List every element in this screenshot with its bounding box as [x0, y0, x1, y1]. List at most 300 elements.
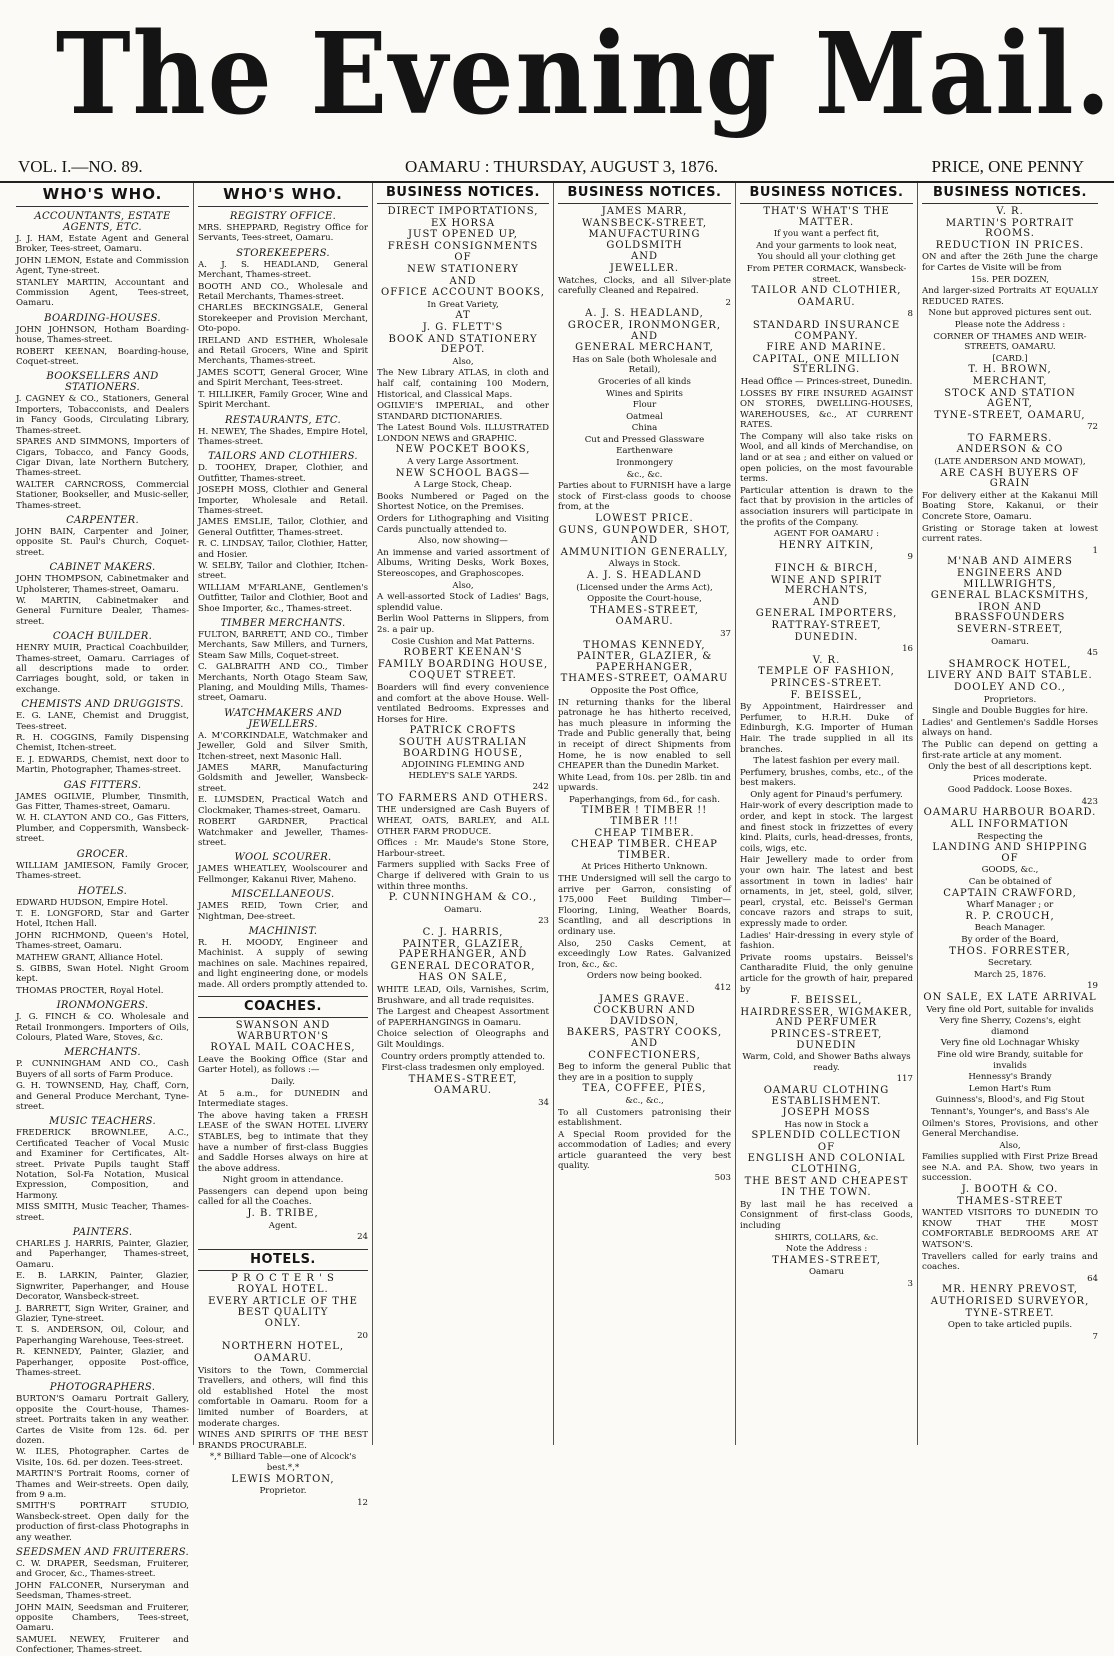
ad-line: Secretary.: [987, 958, 1033, 969]
ad-line: Only the best of all descriptions kept.: [928, 762, 1092, 773]
ad-line: Hair-work of every description made to order, and kept in stock. The largest and finest stock in frizzettes of every kind. Plaits, curls, head-dresses, fronts, coils, wigs, etc.: [740, 801, 913, 854]
ad-line: Cosie Cushion and Mat Patterns.: [391, 636, 535, 647]
directory-entry: SMITH'S PORTRAIT STUDIO, Wansbeck-street. Open daily for the production of first-class Photographs in any weather.: [16, 1501, 189, 1543]
ad-line: F. BEISSEL,: [790, 995, 863, 1007]
ad-line: T. H. BROWN,: [968, 364, 1052, 376]
section-title: PAINTERS.: [72, 1227, 133, 1239]
column-6-business: [918, 183, 1102, 1445]
ad-line: J. G. FLETT'S: [422, 321, 504, 333]
section-title: REGISTRY OFFICE.: [229, 211, 337, 222]
ad-line: TO FARMERS.: [967, 432, 1053, 444]
directory-entry: E. J. EDWARDS, Chemist, next door to Martin, Photographer, Thames-street.: [16, 754, 189, 776]
ad-line: Note the Address :: [785, 1244, 868, 1255]
ad-line: Visitors to the Town, Commercial Travellers, and others, will find this old established Hotel the most comfortable in Oamaru. Room for a limited number of Boarders, at moderate charges.: [198, 1365, 368, 1429]
ad-line: AGENT FOR OAMARU :: [773, 529, 880, 540]
ad-line: FINCH & BIRCH,: [774, 563, 879, 574]
hotels-ads: [198, 1274, 368, 1508]
newspaper-title: The Evening Mail.: [55, 9, 1113, 140]
ad-line: BOOK AND STATIONERY DEPOT.: [388, 333, 538, 356]
ad-line: ON SALE, EX LATE ARRIVAL: [923, 991, 1097, 1003]
column-header: BUSINESS NOTICES.: [922, 183, 1098, 204]
ad-line: Ladies' and Gentlemen's Saddle Horses always on hand.: [922, 717, 1098, 739]
ad-line: 8: [907, 309, 913, 320]
ad-line: You should all your clothing get: [757, 252, 896, 263]
ad-line: TYNE-STREET.: [965, 1307, 1055, 1319]
ad-line: The Public can depend on getting a first-rate article at any moment.: [922, 739, 1098, 761]
ad-line: Hennessy's Brandy: [968, 1072, 1052, 1083]
directory-entry: T. E. LONGFORD, Star and Garter Hotel, Itchen Hall.: [16, 908, 189, 930]
ad-line: C. J. HARRIS,: [422, 927, 504, 938]
ad-line: ROBERT KEENAN'S: [403, 647, 523, 659]
ad-line: Oamaru: [808, 1267, 845, 1278]
ad-line: THAT'S WHAT'S THE MATTER.: [763, 206, 890, 228]
ad-line: Parties about to FURNISH have a large stock of First-class goods to choose from, at the: [558, 481, 731, 513]
ad-line: OFFICE ACCOUNT BOOKS,: [381, 287, 545, 299]
column-header: BUSINESS NOTICES.: [740, 183, 913, 204]
ad-line: PRINCES-STREET.: [770, 677, 883, 689]
ad-line: The Largest and Cheapest Assortment of PAPERHANGINGS in Oamaru.: [377, 1007, 549, 1028]
issue-date: OAMARU : THURSDAY, AUGUST 3, 1876.: [405, 157, 718, 176]
ad-line: By last mail he has received a Consignment of first-class Goods, including: [740, 1199, 913, 1232]
ad-line: Passengers can depend upon being called for all the Coaches.: [198, 1186, 368, 1208]
ad-line: Orders for Lithographing and Visiting Cards punctually attended to.: [377, 514, 549, 535]
directory-entry: MARTIN'S Portrait Rooms, corner of Thames and Weir-streets. Open daily, from 9 a.m.: [16, 1469, 189, 1500]
ad-line: FAMILY BOARDING HOUSE,: [377, 658, 549, 670]
ad-line: Please note the Address :: [954, 319, 1066, 330]
ad-line: Single and Double Buggies for hire.: [931, 706, 1089, 717]
ad-line: Agent.: [268, 1220, 298, 1231]
directory-entry: R. H. COGGINS, Family Dispensing Chemist, Itchen-street.: [16, 733, 189, 754]
ad-line: CHEAP TIMBER.: [594, 827, 695, 839]
ad-line: OF: [454, 252, 472, 264]
section-title: CHEMISTS AND DRUGGISTS.: [21, 699, 184, 711]
directory-entry: T. HILLIKER, Family Grocer, Wine and Spirit Merchant.: [198, 389, 368, 411]
column-header: BUSINESS NOTICES.: [558, 183, 731, 204]
ad-line: GENERAL DECORATOR,: [390, 960, 536, 972]
ad-line: THAMES-STREET,: [408, 1073, 518, 1085]
directory-entry: FULTON, BARRETT, AND CO., Timber Merchants, Saw Millers, and Turners, Steam Saw Mills, Coquet-street.: [198, 630, 368, 661]
ad-line: REDUCTION IN PRICES.: [935, 239, 1085, 251]
ad-line: CONFECTIONERS,: [588, 1049, 701, 1061]
column-body: [740, 207, 913, 1290]
ad-line: CHEAP TIMBER. CHEAP TIMBER.: [571, 839, 718, 861]
directory-entry: J. CAGNEY & CO., Stationers, General Importers, Tobacconists, and Dealers in Fancy Goods, Circulating Library, Thames-street.: [16, 394, 189, 436]
ad-line: Ironmongery: [616, 458, 673, 469]
ad-line: Oilmen's Stores, Provisions, and other General Merchandise.: [922, 1118, 1098, 1140]
ad-line: 15s. PER DOZEN,: [971, 274, 1049, 285]
ad-line: JAMES MARR,: [601, 206, 688, 217]
ad-line: IN returning thanks for the liberal patronage he has hitherto received, has much pleasure in informing the Trade and Public generally that, being in receipt of direct Shipments from Home, he is now enabled to sell CHEAPER than the Dunedin Market.: [558, 697, 731, 772]
ad-line: LOWEST PRICE.: [595, 513, 694, 525]
ad-line: Always in Stock.: [608, 559, 681, 570]
ad-line: AND: [813, 596, 840, 608]
ad-line: Perfumery, brushes, combs, etc., of the best makers.: [740, 767, 913, 789]
ad-line: AMMUNITION GENERALLY,: [560, 546, 729, 558]
column-body: [16, 211, 189, 1656]
ad-line: 23: [538, 916, 549, 927]
ad-line: OAMARU.: [433, 1085, 493, 1097]
dateline: [0, 155, 1114, 183]
directory-entry: WILLIAM M'FARLANE, Gentlemen's Outfitter, Tailor and Clothier, Boot and Shoe Importer, &c., Thames-street.: [198, 582, 368, 614]
ad-line: WANTED VISITORS TO DUNEDIN TO KNOW THAT THE MOST COMFORTABLE BEDROOMS ARE AT WATSON'S.: [922, 1208, 1098, 1251]
directory-entry: BURTON'S Oamaru Portrait Gallery, opposite the Court-house, Thames-street. Portraits taken in any weather. Cartes de Visite from 12s. 6d. per dozen.: [16, 1394, 189, 1446]
ad-line: Head Office — Princes-street, Dunedin.: [740, 376, 913, 387]
ad-line: (Licensed under the Arms Act),: [576, 582, 713, 593]
directory-entry: W. MARTIN, Cabinetmaker and General Furniture Dealer, Thames-street.: [16, 595, 189, 627]
ad-line: 2: [725, 297, 731, 308]
ad-line: SOUTH AUSTRALIAN BOARDING HOUSE,: [398, 736, 528, 759]
ad-line: P R O C T E R ' S: [231, 1272, 335, 1284]
ad-line: The latest fashion per every mail.: [753, 756, 900, 767]
ad-line: ADJOINING FLEMING AND HEDLEY'S SALE YARDS.: [401, 760, 525, 781]
ad-line: DIRECT IMPORTATIONS,: [387, 206, 539, 217]
ad-line: Leave the Booking Office (Star and Garter Hotel), as follows :—: [198, 1054, 368, 1076]
ad-line: ROYAL HOTEL.: [237, 1284, 329, 1296]
ad-line: WINE AND SPIRIT MERCHANTS,: [770, 574, 883, 597]
columns: [12, 183, 1102, 1656]
ad-line: STANDARD INSURANCE COMPANY.: [752, 319, 901, 342]
ad-line: STOCK AND STATION AGENT,: [944, 387, 1076, 410]
ad-line: The Company will also take risks on Wool, and all kinds of Merchandise, on land or at sea ; and either on valued or open policies, on the most favourable terms.: [740, 431, 913, 485]
directory-entry: JAMES SCOTT, General Grocer, Wine and Spirit Merchant, Tees-street.: [198, 367, 368, 389]
directory-entry: E. LUMSDEN, Practical Watch and Clockmaker, Thames-street, Oamaru.: [198, 795, 368, 816]
ad-line: EX HORSA: [430, 217, 496, 229]
ad-line: 20: [357, 1330, 368, 1341]
column-header: BUSINESS NOTICES.: [377, 183, 549, 204]
ad-line: Also, now showing—: [418, 536, 508, 547]
ad-line: If you want a perfect fit,: [773, 229, 880, 240]
ad-line: ENGLISH AND COLONIAL CLOTHING,: [747, 1153, 906, 1176]
ad-line: HENRY AITKIN,: [778, 539, 875, 551]
ad-line: OAMARU.: [615, 616, 674, 628]
ad-line: By order of the Board,: [961, 935, 1059, 945]
ad-line: Opposite the Post Office,: [590, 685, 699, 696]
section-title: BOARDING-HOUSES.: [44, 312, 161, 324]
ad-line: MANUFACTURING GOLDSMITH: [588, 229, 701, 251]
ad-line: OAMARU CLOTHING ESTABLISHMENT.: [763, 1084, 890, 1107]
section-title: MERCHANTS.: [64, 1047, 141, 1059]
ad-line: Lemon Hart's Rum: [968, 1083, 1052, 1094]
ad-line: Beach Manager.: [974, 923, 1046, 934]
ad-line: Choice selection of Oleographs and Gilt Mouldings.: [377, 1029, 549, 1050]
ad-line: TEA, COFFEE, PIES,: [582, 1083, 707, 1095]
ad-line: Watches, Clocks, and all Silver-plate carefully Cleaned and Repaired.: [558, 275, 731, 297]
ad-line: RATTRAY-STREET,: [771, 619, 882, 631]
ad-line: Also,: [452, 356, 474, 367]
section-title: COACH BUILDER.: [52, 631, 153, 643]
ad-line: WANSBECK-STREET,: [581, 217, 708, 229]
ad-line: TIMBER ! TIMBER !! TIMBER !!!: [581, 805, 708, 828]
ad-line: OAMARU.: [797, 296, 856, 308]
coaches-ad: [198, 1021, 368, 1243]
ad-line: An immense and varied assortment of Albums, Writing Desks, Work Boxes, Stereoscopes, and Graphoscopes.: [377, 547, 549, 579]
ad-line: HAS ON SALE,: [418, 972, 508, 984]
ad-line: In Great Variety,: [427, 299, 499, 310]
section-title: GROCER.: [76, 848, 129, 860]
ad-line: At 5 a.m., for DUNEDIN and Intermediate stages.: [198, 1088, 368, 1110]
directory-entry: JOHN RICHMOND, Queen's Hotel, Thames-street, Oamaru.: [16, 930, 189, 952]
directory-entry: J. J. HAM, Estate Agent and General Broker, Tees-street, Oamaru.: [16, 234, 189, 255]
ad-line: Can be obtained of: [968, 877, 1052, 888]
ad-line: NORTHERN HOTEL,: [221, 1341, 345, 1353]
ad-line: None but approved pictures sent out.: [928, 308, 1092, 319]
directory-entry: W. SELBY, Tailor and Clothier, Itchen-street.: [198, 560, 368, 582]
directory-entry: IRELAND AND ESTHER, Wholesale and Retail Grocers, Wine and Spirit Merchants, Thames-street.: [198, 335, 368, 367]
ad-line: AND: [449, 275, 477, 287]
ad-line: PAINTER, GLAZIER, & PAPERHANGER,: [576, 651, 713, 673]
ad-line: The Latest Bound Vols. ILLUSTRATED LONDON NEWS and GRAPHIC.: [377, 423, 549, 444]
ad-line: P. CUNNINGHAM & CO.,: [388, 892, 538, 904]
section-title: CARPENTER.: [66, 514, 139, 526]
ad-line: Also,: [452, 580, 474, 591]
ad-line: Fine old wire Brandy, suitable for invalids: [937, 1049, 1083, 1071]
ad-line: Also, 250 Casks Cement, at exceedingly Low Rates. Galvanized Iron, &c., &c.: [558, 938, 731, 970]
ad-line: Respecting the: [977, 831, 1043, 842]
ad-line: SWANSON AND WARBURTON'S: [235, 1019, 331, 1042]
ad-line: By Appointment, Hairdresser and Perfumer, to H.R.H. Duke of Edinburgh, K.G. Importer of Human Hair. The trade supplied in all its branches.: [740, 702, 913, 755]
volume-number: VOL. I.—NO. 89.: [18, 157, 143, 176]
ad-line: Tennant's, Younger's, and Bass's Ale: [930, 1106, 1090, 1117]
ad-line: 37: [720, 628, 731, 639]
ad-line: MERCHANT,: [972, 375, 1048, 387]
ad-line: Prices moderate.: [972, 773, 1048, 784]
column-body: [922, 207, 1098, 1342]
ad-line: LIVERY AND BAIT STABLE.: [927, 670, 1093, 682]
ad-line: 34: [538, 1097, 549, 1108]
ad-line: THAMES-STREET, OAMARU: [560, 673, 729, 685]
ad-line: GOODS, &c.,: [981, 865, 1039, 876]
ad-line: THE BEST AND CHEAPEST: [744, 1175, 909, 1187]
ad-line: *,* Billiard Table—one of Alcock's best.*,*: [209, 1452, 357, 1473]
directory-entry: D. TOOHEY, Draper, Clothier, and Outfitter, Thames-street.: [198, 463, 368, 484]
ad-line: At Prices Hitherto Unknown.: [581, 862, 708, 873]
ad-line: GROCER, IRONMONGER, AND: [567, 319, 722, 342]
section-title: SEEDSMEN AND FRUITERERS.: [16, 1547, 190, 1559]
section-title: MACHINIST.: [248, 925, 318, 937]
ad-line: Proprietors.: [983, 694, 1037, 705]
ad-line: First-class tradesmen only employed.: [381, 1063, 545, 1074]
column-3-business: [373, 183, 554, 1445]
ad-line: Very fine old Lochnagar Whisky: [940, 1038, 1080, 1049]
section-title: PHOTOGRAPHERS.: [49, 1382, 156, 1394]
ad-line: 19: [1087, 981, 1098, 992]
ad-line: DUNEDIN.: [794, 631, 859, 643]
masthead: [0, 0, 1114, 150]
directory-entry: E. B. LARKIN, Painter, Glazier, Signwriter, Paperhanger, and House Decorator, Wansbeck-street.: [16, 1271, 189, 1303]
ad-line: Oamaru.: [444, 904, 482, 915]
directory-entry: CHARLES J. HARRIS, Painter, Glazier, and Paperhanger, Thames-street, Oamaru.: [16, 1239, 189, 1270]
directory-entry: H. NEWEY, The Shades, Empire Hotel, Thames-street.: [198, 426, 368, 447]
ad-line: MARTIN'S PORTRAIT ROOMS.: [945, 217, 1075, 240]
ad-line: (LATE ANDERSON AND MOWAT),: [934, 457, 1086, 468]
ad-line: FIRE AND MARINE.: [766, 342, 887, 354]
directory-entry: JOHN BAIN, Carpenter and Joiner, opposite St. Paul's Church, Coquet-street.: [16, 526, 189, 558]
directory-entry: JOHN JOHNSON, Hotham Boarding-house, Thames-street.: [16, 324, 189, 346]
ad-line: LANDING AND SHIPPING OF: [932, 842, 1088, 864]
ad-line: Very fine old Port, suitable for invalids: [926, 1004, 1094, 1015]
ad-line: Earthenware: [616, 446, 673, 457]
ad-line: THAMES-STREET,: [590, 604, 699, 616]
ad-line: ON and after the 26th June the charge for Cartes de Visite will be from: [922, 252, 1098, 273]
ad-line: THE undersigned are Cash Buyers of WHEAT, OATS, BARLEY, and ALL OTHER FARM PRODUCE.: [377, 805, 549, 837]
ad-line: The above having taken a FRESH LEASE of the SWAN HOTEL LIVERY STABLES, beg to intimate that they have a number of first-class Buggies and Saddle Horses always on hire at the above address.: [198, 1110, 368, 1174]
ad-line: ANDERSON & CO: [956, 444, 1064, 456]
ad-line: Orders now being booked.: [586, 971, 703, 982]
ad-line: The New Library ATLAS, in cloth and half calf, containing 100 Modern, Historical, and Classical Maps.: [377, 368, 549, 400]
ad-line: For delivery either at the Kakanui Mill Boating Store, Kakanui, or their Concrete Store, Oamaru.: [922, 490, 1098, 523]
ad-line: Daily.: [271, 1076, 295, 1087]
ad-line: ARE CASH BUYERS OF GRAIN: [940, 467, 1080, 490]
ad-line: Warm, Cold, and Shower Baths always ready.: [742, 1052, 911, 1073]
ad-line: TO FARMERS AND OTHERS.: [377, 792, 549, 804]
ad-line: NEW STATIONERY: [407, 263, 519, 275]
directory-entry: P. CUNNINGHAM AND CO., Cash Buyers of all sorts of Farm Produce.: [16, 1059, 189, 1080]
ad-line: 242: [532, 782, 549, 793]
section-title: WOOL SCOURER.: [234, 852, 332, 864]
ad-line: TEMPLE OF FASHION,: [758, 666, 895, 678]
column-header: WHO'S WHO.: [198, 183, 368, 207]
directory-entry: S. GIBBS, Swan Hotel. Night Groom kept.: [16, 963, 189, 985]
ad-line: IRON AND BRASSFOUNDERS: [954, 601, 1066, 624]
ad-line: Has now in Stock a: [784, 1119, 869, 1130]
ad-line: 64: [1087, 1273, 1098, 1284]
directory-entry: JOHN MAIN, Seedsman and Fruiterer, opposite Chambers, Tees-street, Oamaru.: [16, 1602, 189, 1634]
ad-line: IN THE TOWN.: [781, 1187, 872, 1199]
ad-line: THAMES-STREET: [956, 1195, 1064, 1207]
directory-entry: WILLIAM JAMIESON, Family Grocer, Thames-street.: [16, 860, 189, 882]
section-title: BOOKSELLERS AND STATIONERS.: [46, 371, 159, 394]
ad-line: COQUET STREET.: [409, 670, 517, 682]
directory-entry: ROBERT KEENAN, Boarding-house, Coquet-street.: [16, 346, 189, 368]
directory-entry: MATHEW GRANT, Alliance Hotel.: [16, 952, 164, 963]
ad-line: Wharf Manager ; or: [966, 900, 1054, 911]
ad-line: CAPITAL, ONE MILLION STERLING.: [752, 353, 901, 376]
directory-entry: C. GALBRAITH AND CO., Timber Merchants, North Otago Steam Saw, Planing, and Moulding Mills, Thames-street, Oamaru.: [198, 662, 368, 704]
directory-entry: R. H. MOODY, Engineer and Machinist. A supply of sewing machines on sale. Machines repaired, and light engineering done, or models made. All orders promptly attended to.: [198, 937, 368, 990]
ad-line: THOMAS KENNEDY,: [583, 639, 706, 651]
ad-line: LEWIS MORTON,: [231, 1473, 335, 1485]
ad-line: Country orders promptly attended to.: [381, 1051, 545, 1062]
section-title: WATCHMAKERS AND JEWELLERS.: [224, 707, 342, 730]
directory-entry: W. H. CLAYTON AND CO., Gas Fitters, Plumber, and Coppersmith, Wansbeck-street.: [16, 813, 189, 845]
ad-line: WINES AND SPIRITS OF THE BEST BRANDS PROCURABLE.: [198, 1430, 368, 1451]
column-4-business: [554, 183, 736, 1445]
ad-line: SPLENDID COLLECTION: [751, 1130, 902, 1142]
ad-line: JOSEPH MOSS: [782, 1107, 871, 1119]
hotels-header: HOTELS.: [198, 1249, 368, 1271]
directory-entry: EDWARD HUDSON, Empire Hotel.: [16, 897, 169, 908]
ad-line: SHIRTS, COLLARS, &c.: [774, 1232, 879, 1243]
ad-line: 503: [714, 1173, 731, 1184]
directory-entry: G. H. TOWNSEND, Hay, Chaff, Corn, and General Produce Merchant, Tyne-street.: [16, 1081, 189, 1112]
ad-line: Books Numbered or Paged on the Shortest Notice, on the Premises.: [377, 491, 549, 513]
directory-entry: FREDERICK BROWNLEE, A.C., Certificated Teacher of Vocal Music and Examiner for Certificates, Alt-street. Private Pupils taught Staff Notation, Sol-Fa Notation, Musical Expression, Composition, and Harmony.: [16, 1128, 189, 1201]
ad-line: GENERAL MERCHANT,: [575, 342, 714, 354]
ad-line: Guinness's, Blood's, and Fig Stout: [935, 1095, 1085, 1106]
ad-line: 24: [357, 1232, 368, 1243]
directory-entry: C. W. DRAPER, Seedsman, Fruiterer, and Grocer, &c., Thames-street.: [16, 1559, 189, 1580]
ad-line: &c., &c.,: [625, 1095, 664, 1106]
ad-line: From PETER CORMACK, Wansbeck-street.: [746, 263, 907, 285]
ad-line: EVERY ARTICLE OF THE BEST QUALITY: [208, 1296, 358, 1318]
ad-line: Farmers supplied with Sacks Free of Charge if delivered with Grain to us within three months.: [377, 860, 549, 892]
ad-line: 12: [357, 1497, 368, 1508]
ad-line: R. P. CROUCH,: [965, 910, 1055, 922]
section-title: ACCOUNTANTS, ESTATE AGENTS, ETC.: [34, 211, 171, 233]
ad-line: Groceries of all kinds: [598, 376, 691, 387]
ad-line: V. R.: [812, 654, 841, 666]
ad-line: March 25, 1876.: [973, 969, 1047, 980]
ad-line: AND: [631, 251, 658, 263]
ad-line: 9: [907, 552, 913, 563]
directory-entry: JAMES EMSLIE, Tailor, Clothier, and General Outfitter, Thames-street.: [198, 517, 368, 538]
section-title: HOTELS.: [77, 885, 128, 897]
directory-entry: JAMES REID, Town Crier, and Nightman, Dee-street.: [198, 901, 368, 922]
ad-line: Travellers called for early trains and coaches.: [922, 1251, 1098, 1273]
ad-line: ONLY.: [264, 1318, 302, 1330]
section-title: TIMBER MERCHANTS.: [220, 618, 346, 629]
ad-line: Good Paddock. Loose Boxes.: [947, 785, 1073, 796]
ad-line: LOSSES BY FIRE INSURED AGAINST ON STORES, DWELLING-HOUSES, WAREHOUSES, &c., AT CURRENT RATES.: [740, 388, 913, 431]
price: PRICE, ONE PENNY: [931, 157, 1084, 176]
ad-line: WHITE LEAD, Oils, Varnishes, Scrim, Brushware, and all trade requisites.: [377, 984, 549, 1006]
directory-entry: WALTER CARNCROSS, Commercial Stationer, Bookseller, and Music-seller, Thames-street.: [16, 479, 189, 511]
ad-line: Oatmeal: [626, 411, 663, 422]
ad-line: AUTHORISED SURVEYOR,: [930, 1296, 1090, 1307]
ad-line: J. BOOTH & CO.: [961, 1184, 1059, 1196]
ad-line: Families supplied with First Prize Bread see N.A. and P.A. Show, two years in succession.: [922, 1152, 1098, 1184]
ad-line: Beg to inform the general Public that they are in a position to supply: [558, 1062, 731, 1083]
ad-line: Wines and Spirits: [606, 388, 683, 399]
ad-line: J. B. TRIBE,: [247, 1208, 319, 1220]
directory-entry: THOMAS PROCTER, Royal Hotel.: [16, 985, 164, 996]
ad-line: Opposite the Court-house,: [587, 594, 702, 605]
directory-entry: HENRY MUIR, Practical Coachbuilder, Thames-street, Oamaru. Carriages of all descriptions made to order. Carriages bought, sold, or taken in exchange.: [16, 643, 189, 695]
section-title: STOREKEEPERS.: [236, 247, 330, 259]
ad-line: Paperhangings, from 6d., for cash.: [569, 794, 720, 805]
directory-entry: CHARLES BECKINGSALE, General Storekeeper and Provision Merchant, Oto-popo.: [198, 303, 368, 335]
ad-line: GENERAL IMPORTERS,: [755, 608, 898, 620]
ad-line: To all Customers patronising their establishment.: [558, 1107, 731, 1129]
ad-line: And your garments to look neat,: [756, 240, 897, 251]
ad-line: A. J. S. HEADLAND: [587, 570, 702, 581]
ad-line: HAIRDRESSER, WIGMAKER, AND PERFUMER: [740, 1006, 913, 1029]
ad-line: GUNS, GUNPOWDER, SHOT, AND: [558, 524, 731, 547]
ad-line: MR. HENRY PREVOST,: [942, 1284, 1078, 1296]
directory-entry: R. KENNEDY, Painter, Glazier, and Paperhanger, opposite Post-office, Thames-street.: [16, 1347, 189, 1378]
ad-line: GENERAL BLACKSMITHS,: [930, 590, 1090, 602]
directory-entry: T. S. ANDERSON, Oil, Colour, and Paperhanging Warehouse, Tees-street.: [16, 1325, 189, 1346]
coaches-header: COACHES.: [198, 996, 368, 1018]
ad-line: China: [631, 423, 658, 434]
ad-line: Also,: [999, 1140, 1021, 1151]
ad-line: DOOLEY AND CO.,: [954, 681, 1066, 693]
ad-line: A very Large Assortment.: [407, 457, 519, 468]
ad-line: Particular attention is drawn to the fact that by provision in the articles of association insurers will participate in the profits of the Company.: [740, 485, 913, 528]
ad-line: BAKERS, PASTRY COOKS, AND: [566, 1027, 723, 1049]
ad-line: M'NAB AND AIMERS: [947, 556, 1073, 568]
ad-line: Gristing or Storage taken at lowest current rates.: [922, 523, 1098, 545]
ad-line: A Special Room provided for the accommodation of Ladies; and every article guaranteed the very best quality.: [558, 1129, 731, 1172]
ad-line: And larger-sized Portraits AT EQUALLY REDUCED RATES.: [922, 286, 1098, 307]
ad-line: 117: [896, 1074, 913, 1085]
ad-line: AT: [455, 310, 471, 322]
ad-line: FRESH CONSIGNMENTS: [387, 240, 539, 252]
ad-line: TYNE-STREET, OAMARU,: [934, 409, 1086, 421]
directory-entry: JAMES MARR, Manufacturing Goldsmith and Jeweller, Wansbeck-street.: [198, 763, 368, 794]
column-body: [198, 211, 368, 990]
ad-line: CAPTAIN CRAWFORD,: [943, 887, 1077, 899]
